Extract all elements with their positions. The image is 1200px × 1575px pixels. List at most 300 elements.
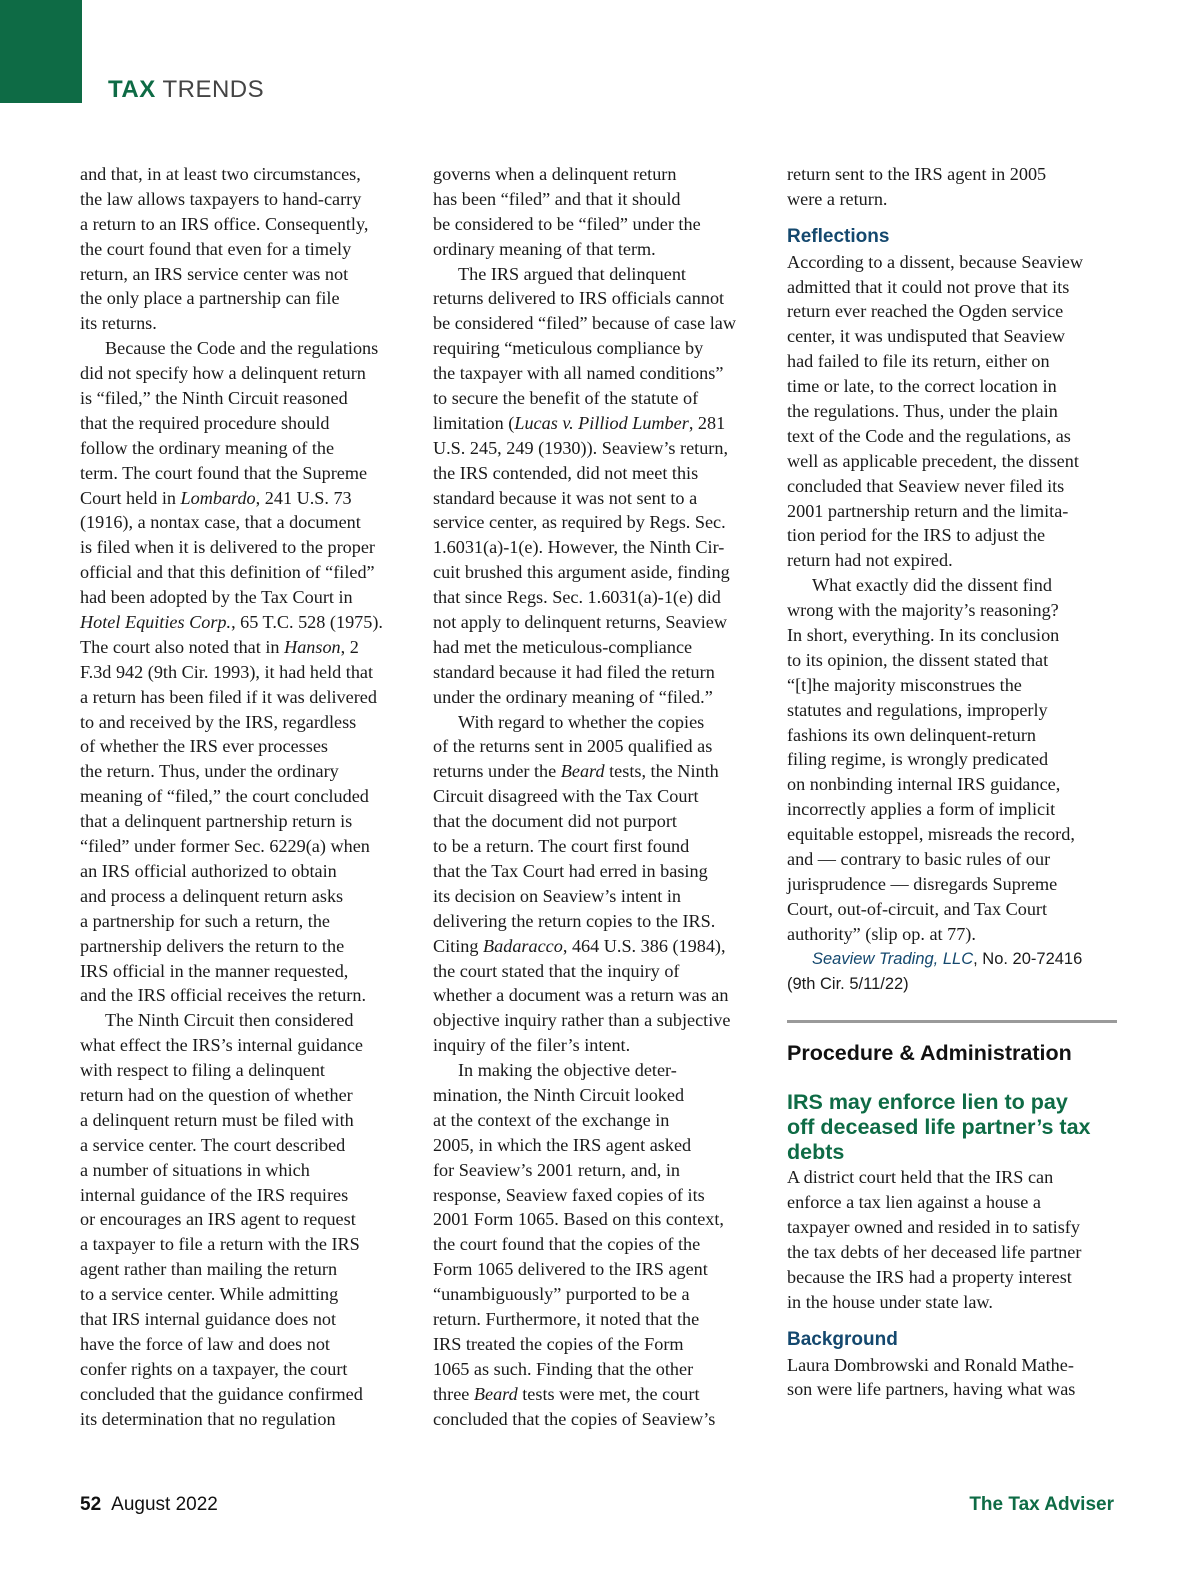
text-segment: on nonbinding internal IRS guidance, — [787, 774, 1061, 795]
text-segment: statutes and regulations, improperly — [787, 699, 1048, 720]
text-line — [80, 411, 412, 436]
text-segment: 2001 Form 1065. Based on this context, — [433, 1209, 724, 1230]
text-line — [80, 934, 412, 959]
text-segment: three — [433, 1383, 474, 1404]
text-line — [80, 187, 412, 212]
text-line — [433, 685, 765, 710]
text-line — [433, 486, 765, 511]
text-line — [433, 1083, 765, 1108]
text-line — [80, 336, 412, 361]
text-segment: the only place a partnership can file — [80, 288, 340, 309]
text-segment: a partnership for such a return, the — [80, 910, 330, 931]
text-line — [433, 1158, 765, 1183]
publication-name: The Tax Adviser — [969, 1494, 1114, 1515]
text-line — [80, 983, 412, 1008]
text-line — [787, 598, 1117, 623]
text-line — [80, 510, 412, 535]
text-line — [433, 361, 765, 386]
text-segment: at the context of the exchange in — [433, 1109, 670, 1130]
text-segment: The Ninth Circuit then considered — [105, 1010, 354, 1031]
text-line — [433, 1407, 765, 1432]
text-segment: Court, out-of-circuit, and Tax Court — [787, 898, 1048, 919]
text-line — [433, 411, 765, 436]
section-title — [108, 76, 264, 104]
text-segment: an IRS official authorized to obtain — [80, 860, 337, 881]
text-line — [433, 610, 765, 635]
text-segment: Circuit disagreed with the Tax Court — [433, 786, 699, 807]
text-segment: its decision on Seaview’s intent in — [433, 885, 682, 906]
text-segment: be considered to be “filed” under the — [433, 213, 701, 234]
text-segment: to its opinion, the dissent stated that — [787, 649, 1049, 670]
text-segment: term. The court found that the Supreme — [80, 462, 368, 483]
text-segment: meaning of “filed,” the court concluded — [80, 786, 369, 807]
text-line — [433, 461, 765, 486]
text-segment: of whether the IRS ever processes — [80, 736, 328, 757]
text-segment: because the IRS had a property interest — [787, 1266, 1072, 1287]
text-segment: concluded that the copies of Seaview’s — [433, 1408, 716, 1429]
text-segment: to secure the benefit of the statute of — [433, 388, 699, 409]
text-line — [80, 710, 412, 735]
text-segment: that the required procedure should — [80, 412, 330, 433]
text-segment: The court also noted that in — [80, 636, 285, 657]
text-line — [787, 797, 1117, 822]
text-segment: to and received by the IRS, regardless — [80, 711, 357, 732]
text-segment: is filed when it is delivered to the proper — [80, 537, 375, 558]
article-title-line: IRS may enforce lien to pay — [787, 1090, 1068, 1115]
text-segment: be considered “filed” because of case law — [433, 313, 736, 334]
text-segment: objective inquiry rather than a subjective — [433, 1010, 731, 1031]
text-line — [787, 723, 1117, 748]
text-segment: had failed to file its return, either on — [787, 351, 1050, 372]
text-line — [433, 1207, 765, 1232]
text-segment: the regulations. Thus, under the plain — [787, 401, 1058, 422]
text-line — [433, 262, 765, 287]
text-line — [80, 1183, 412, 1208]
text-segment: that a delinquent partnership return is — [80, 811, 353, 832]
text-segment: wrong with the majority’s reasoning? — [787, 600, 1059, 621]
text-line — [433, 1332, 765, 1357]
text-segment: Citing — [433, 935, 484, 956]
text-line — [433, 510, 765, 535]
text-segment: the IRS contended, did not meet this — [433, 462, 699, 483]
text-line — [787, 275, 1117, 300]
text-line — [433, 834, 765, 859]
text-line — [433, 635, 765, 660]
text-segment: return, an IRS service center was not — [80, 263, 349, 284]
text-segment: F.3d 942 (9th Cir. 1993), it had held that — [80, 661, 374, 682]
text-segment: 2005, in which the IRS agent asked — [433, 1134, 692, 1155]
case-name-italic: Beard — [560, 761, 605, 782]
text-segment: whether a document was a return was an — [433, 985, 729, 1006]
text-line — [80, 809, 412, 834]
text-line — [433, 1307, 765, 1332]
text-line — [80, 1133, 412, 1158]
text-line — [80, 784, 412, 809]
text-segment: With regard to whether the copies — [458, 711, 705, 732]
text-line — [433, 311, 765, 336]
text-segment: has been “filed” and that it should — [433, 188, 681, 209]
text-segment: admitted that it could not prove that its — [787, 276, 1070, 297]
text-line — [80, 286, 412, 311]
text-line — [80, 1257, 412, 1282]
text-line — [433, 336, 765, 361]
text-line — [80, 535, 412, 560]
text-segment: return had not expired. — [787, 550, 953, 571]
text-line — [80, 859, 412, 884]
text-segment: of the returns sent in 2005 qualified as — [433, 736, 713, 757]
text-segment: standard because it had filed the return — [433, 661, 715, 682]
text-segment: authority” (slip op. at 77). — [787, 923, 976, 944]
text-line — [80, 1207, 412, 1232]
text-segment: requiring “meticulous compliance by — [433, 338, 704, 359]
text-segment: that IRS internal guidance does not — [80, 1308, 337, 1329]
text-line — [80, 1008, 412, 1033]
text-segment: a return has been filed if it was delivered — [80, 686, 377, 707]
text-segment: not apply to delinquent returns, Seaview — [433, 612, 727, 633]
background-heading: Background — [787, 1328, 898, 1350]
text-segment: text of the Code and the regulations, as — [787, 425, 1071, 446]
section-color-tab — [0, 0, 82, 103]
text-segment: Laura Dombrowski and Ronald Mathe- — [787, 1354, 1074, 1375]
text-segment: tion period for the IRS to adjust the — [787, 525, 1046, 546]
text-line — [433, 784, 765, 809]
text-segment: follow the ordinary meaning of the — [80, 437, 335, 458]
text-line — [433, 1183, 765, 1208]
section-title-bold: TAX — [108, 76, 156, 103]
text-segment: had been adopted by the Tax Court in — [80, 587, 353, 608]
text-line — [787, 187, 1117, 212]
text-segment: governs when a delinquent return — [433, 164, 677, 184]
text-segment: (1916), a nontax case, that a document — [80, 512, 361, 533]
text-segment: equitable estoppel, misreads the record, — [787, 824, 1075, 845]
text-segment: In short, everything. In its conclusion — [787, 625, 1060, 646]
text-line — [433, 212, 765, 237]
text-segment: ordinary meaning of that term. — [433, 238, 656, 259]
text-line — [433, 1008, 765, 1033]
text-segment: cuit brushed this argument aside, finding — [433, 562, 730, 583]
text-line — [433, 759, 765, 784]
text-segment: “unambiguously” purported to be a — [433, 1284, 690, 1305]
case-name-italic: Badaracco — [483, 935, 563, 956]
text-segment: a return to an IRS office. Consequently, — [80, 213, 369, 234]
text-line — [787, 250, 1117, 275]
text-segment: fashions its own delinquent-return — [787, 724, 1037, 745]
text-line — [787, 1353, 1117, 1378]
article-title-line: debts — [787, 1140, 845, 1165]
case-name-italic: Lombardo — [180, 487, 256, 508]
text-line — [80, 759, 412, 784]
text-segment: official and that this definition of “filed” — [80, 562, 375, 583]
text-segment: Form 1065 delivered to the IRS agent — [433, 1259, 708, 1280]
text-line — [80, 1232, 412, 1257]
text-line — [433, 585, 765, 610]
text-segment: partnership delivers the return to the — [80, 935, 345, 956]
text-line — [80, 1382, 412, 1407]
text-segment: mination, the Ninth Circuit looked — [433, 1084, 685, 1105]
text-line — [80, 1332, 412, 1357]
column-3-text-a — [787, 162, 1117, 212]
text-segment: 1.6031(a)-1(e). However, the Ninth Cir- — [433, 537, 725, 558]
text-segment: response, Seaview faxed copies of its — [433, 1184, 705, 1205]
text-segment: confer rights on a taxpayer, the court — [80, 1358, 348, 1379]
section-divider — [787, 1020, 1117, 1023]
text-line — [80, 660, 412, 685]
text-segment: with respect to filing a delinquent — [80, 1060, 325, 1081]
text-segment: In making the objective deter- — [458, 1060, 677, 1081]
text-line — [433, 237, 765, 262]
text-segment: a delinquent return must be filed with — [80, 1109, 354, 1130]
text-segment: IRS official in the manner requested, — [80, 960, 349, 981]
text-line — [80, 162, 412, 187]
text-line — [787, 162, 1117, 187]
text-line — [787, 872, 1117, 897]
text-line — [433, 187, 765, 212]
text-line — [787, 449, 1117, 474]
text-line — [433, 1357, 765, 1382]
text-line — [80, 1357, 412, 1382]
text-segment: “filed” under former Sec. 6229(a) when — [80, 836, 370, 857]
text-segment: to be a return. The court first found — [433, 836, 690, 857]
text-line — [433, 1033, 765, 1058]
text-segment: its returns. — [80, 313, 157, 334]
text-segment: and — contrary to basic rules of our — [787, 849, 1051, 870]
text-line — [433, 286, 765, 311]
text-segment: inquiry of the filer’s intent. — [433, 1035, 631, 1056]
text-segment: According to a dissent, because Seaview — [787, 251, 1083, 272]
text-line — [787, 1215, 1117, 1240]
text-segment: had met the meticulous-compliance — [433, 636, 693, 657]
text-line — [80, 212, 412, 237]
text-segment: return had on the question of whether — [80, 1084, 353, 1105]
text-line — [80, 560, 412, 585]
text-line — [433, 934, 765, 959]
text-line — [80, 461, 412, 486]
case-name-italic: Hotel Equities Corp. — [80, 612, 232, 633]
text-line — [80, 386, 412, 411]
text-line — [433, 734, 765, 759]
text-segment: incorrectly applies a form of implicit — [787, 799, 1056, 820]
text-segment: for Seaview’s 2001 return, and, in — [433, 1159, 680, 1180]
text-line — [787, 523, 1117, 548]
text-line — [433, 560, 765, 585]
text-line — [433, 436, 765, 461]
text-segment: the return. Thus, under the ordinary — [80, 761, 339, 782]
text-segment: tests, the Ninth — [604, 761, 719, 782]
text-segment: , 2 — [340, 636, 359, 657]
text-segment: 1065 as such. Finding that the other — [433, 1358, 694, 1379]
footer-page-info — [80, 1494, 218, 1516]
text-line — [787, 424, 1117, 449]
text-line — [80, 959, 412, 984]
text-segment: standard because it was not sent to a — [433, 487, 698, 508]
text-segment: return ever reached the Ogden service — [787, 301, 1064, 322]
text-line — [80, 1033, 412, 1058]
text-line — [80, 486, 412, 511]
text-line — [787, 623, 1117, 648]
text-line — [80, 1282, 412, 1307]
text-line — [433, 983, 765, 1008]
article-summary — [787, 1165, 1117, 1314]
text-segment: the court found that even for a timely — [80, 238, 352, 259]
text-line — [80, 909, 412, 934]
text-segment: a service center. The court described — [80, 1134, 346, 1155]
text-segment: jurisprudence — disregards Supreme — [787, 873, 1058, 894]
column-3-text-b — [787, 250, 1117, 947]
text-line — [433, 809, 765, 834]
text-line — [433, 959, 765, 984]
text-segment: that the Tax Court had erred in basing — [433, 860, 708, 881]
text-segment: under the ordinary meaning of “filed.” — [433, 686, 713, 707]
text-line — [787, 1265, 1117, 1290]
text-segment: return. Furthermore, it noted that the — [433, 1308, 700, 1329]
text-line — [787, 1190, 1117, 1215]
text-line — [433, 710, 765, 735]
text-segment: well as applicable precedent, the dissent — [787, 450, 1079, 471]
text-line — [80, 635, 412, 660]
text-segment: the court stated that the inquiry of — [433, 960, 680, 981]
text-segment: internal guidance of the IRS requires — [80, 1184, 349, 1205]
text-line — [433, 1382, 765, 1407]
text-line — [433, 535, 765, 560]
text-line — [80, 1407, 412, 1432]
text-segment: to a service center. While admitting — [80, 1284, 339, 1305]
text-line — [80, 436, 412, 461]
text-segment: enforce a tax lien against a house a — [787, 1192, 1042, 1213]
case-name-italic: Hanson — [284, 636, 341, 657]
text-line — [433, 162, 765, 187]
text-segment: did not specify how a delinquent return — [80, 363, 366, 384]
text-segment: delivering the return copies to the IRS. — [433, 910, 716, 931]
text-segment: , 65 T.C. 528 (1975). — [231, 612, 383, 633]
text-segment: were a return. — [787, 188, 888, 209]
text-segment: or encourages an IRS agent to request — [80, 1209, 356, 1230]
text-line — [433, 1282, 765, 1307]
text-line — [787, 1240, 1117, 1265]
text-line — [433, 1058, 765, 1083]
text-line — [80, 834, 412, 859]
text-line — [787, 1377, 1117, 1402]
text-segment: the law allows taxpayers to hand-carry — [80, 188, 362, 209]
text-segment: son were life partners, having what was — [787, 1379, 1076, 1400]
issue-date: August 2022 — [111, 1494, 218, 1515]
reflections-heading: Reflections — [787, 225, 890, 247]
text-line — [787, 847, 1117, 872]
text-segment: limitation ( — [433, 412, 515, 433]
text-line — [433, 1108, 765, 1133]
page-number: 52 — [80, 1494, 102, 1515]
text-segment: service center, as required by Regs. Sec. — [433, 512, 726, 533]
text-segment: return sent to the IRS agent in 2005 — [787, 164, 1047, 184]
case-name-italic: Lucas v. Pilliod Lumber — [514, 412, 689, 433]
text-segment: A district court held that the IRS can — [787, 1167, 1054, 1188]
text-line — [787, 499, 1117, 524]
text-segment: concluded that the guidance confirmed — [80, 1383, 363, 1404]
text-line — [787, 897, 1117, 922]
text-line — [80, 311, 412, 336]
case-citation-date: (9th Cir. 5/11/22) — [787, 974, 909, 993]
text-line — [787, 573, 1117, 598]
text-line — [787, 1290, 1117, 1315]
text-segment: that since Regs. Sec. 1.6031(a)-1(e) did — [433, 587, 721, 608]
text-line — [80, 1058, 412, 1083]
case-citation — [787, 947, 1117, 972]
text-segment: The IRS argued that delinquent — [458, 263, 686, 284]
text-line — [433, 909, 765, 934]
case-number: , No. 20-72416 — [973, 949, 1083, 968]
text-segment: 2001 partnership return and the limita- — [787, 500, 1069, 521]
text-segment: tests were met, the court — [517, 1383, 700, 1404]
text-segment: concluded that Seaview never filed its — [787, 475, 1065, 496]
text-line — [433, 660, 765, 685]
text-line — [80, 237, 412, 262]
text-segment: is “filed,” the Ninth Circuit reasoned — [80, 388, 348, 409]
text-segment: returns under the — [433, 761, 561, 782]
text-line — [433, 859, 765, 884]
text-segment: What exactly did the dissent find — [812, 575, 1052, 596]
text-line — [787, 922, 1117, 947]
text-line — [80, 585, 412, 610]
text-line — [80, 1158, 412, 1183]
text-segment: and that, in at least two circumstances, — [80, 164, 361, 184]
text-segment: its determination that no regulation — [80, 1408, 336, 1429]
text-line — [787, 822, 1117, 847]
text-segment: the tax debts of her deceased life partner — [787, 1241, 1082, 1262]
column-1 — [80, 162, 412, 1431]
text-line — [787, 747, 1117, 772]
text-line — [787, 698, 1117, 723]
text-segment: agent rather than mailing the return — [80, 1259, 338, 1280]
text-line — [787, 324, 1117, 349]
text-line — [80, 1083, 412, 1108]
text-line — [80, 1108, 412, 1133]
text-line — [433, 884, 765, 909]
text-line — [787, 399, 1117, 424]
text-line — [787, 772, 1117, 797]
text-line — [433, 1133, 765, 1158]
text-segment: returns delivered to IRS officials cannot — [433, 288, 725, 309]
text-segment: have the force of law and does not — [80, 1333, 330, 1354]
text-segment: “[t]he majority misconstrues the — [787, 674, 1022, 695]
text-segment: IRS treated the copies of the Form — [433, 1333, 684, 1354]
text-segment: taxpayer owned and resided in to satisfy — [787, 1217, 1080, 1238]
text-line — [80, 361, 412, 386]
text-line — [787, 474, 1117, 499]
text-segment: U.S. 245, 249 (1930)). Seaview’s return, — [433, 437, 728, 458]
article-title-line: off deceased life partner’s tax — [787, 1115, 1091, 1140]
case-name: Seaview Trading, LLC — [812, 949, 974, 968]
text-segment: the court found that the copies of the — [433, 1234, 701, 1255]
text-line — [787, 374, 1117, 399]
text-line — [80, 734, 412, 759]
text-segment: time or late, to the correct location in — [787, 376, 1057, 397]
case-name-italic: Beard — [473, 1383, 518, 1404]
text-segment: the taxpayer with all named conditions” — [433, 363, 724, 384]
text-segment: , 281 — [688, 412, 726, 433]
text-segment: , 241 U.S. 73 — [255, 487, 352, 508]
text-line — [80, 610, 412, 635]
text-line — [80, 884, 412, 909]
section-heading: Procedure & Administration — [787, 1041, 1072, 1066]
text-line — [433, 386, 765, 411]
text-line — [80, 262, 412, 287]
text-segment: and process a delinquent return asks — [80, 885, 344, 906]
text-line — [787, 1165, 1117, 1190]
background-text — [787, 1353, 1117, 1403]
article-title — [787, 1090, 1117, 1165]
text-segment: that the document did not purport — [433, 811, 677, 832]
text-line — [787, 648, 1117, 673]
text-segment: a taxpayer to file a return with the IRS — [80, 1234, 360, 1255]
